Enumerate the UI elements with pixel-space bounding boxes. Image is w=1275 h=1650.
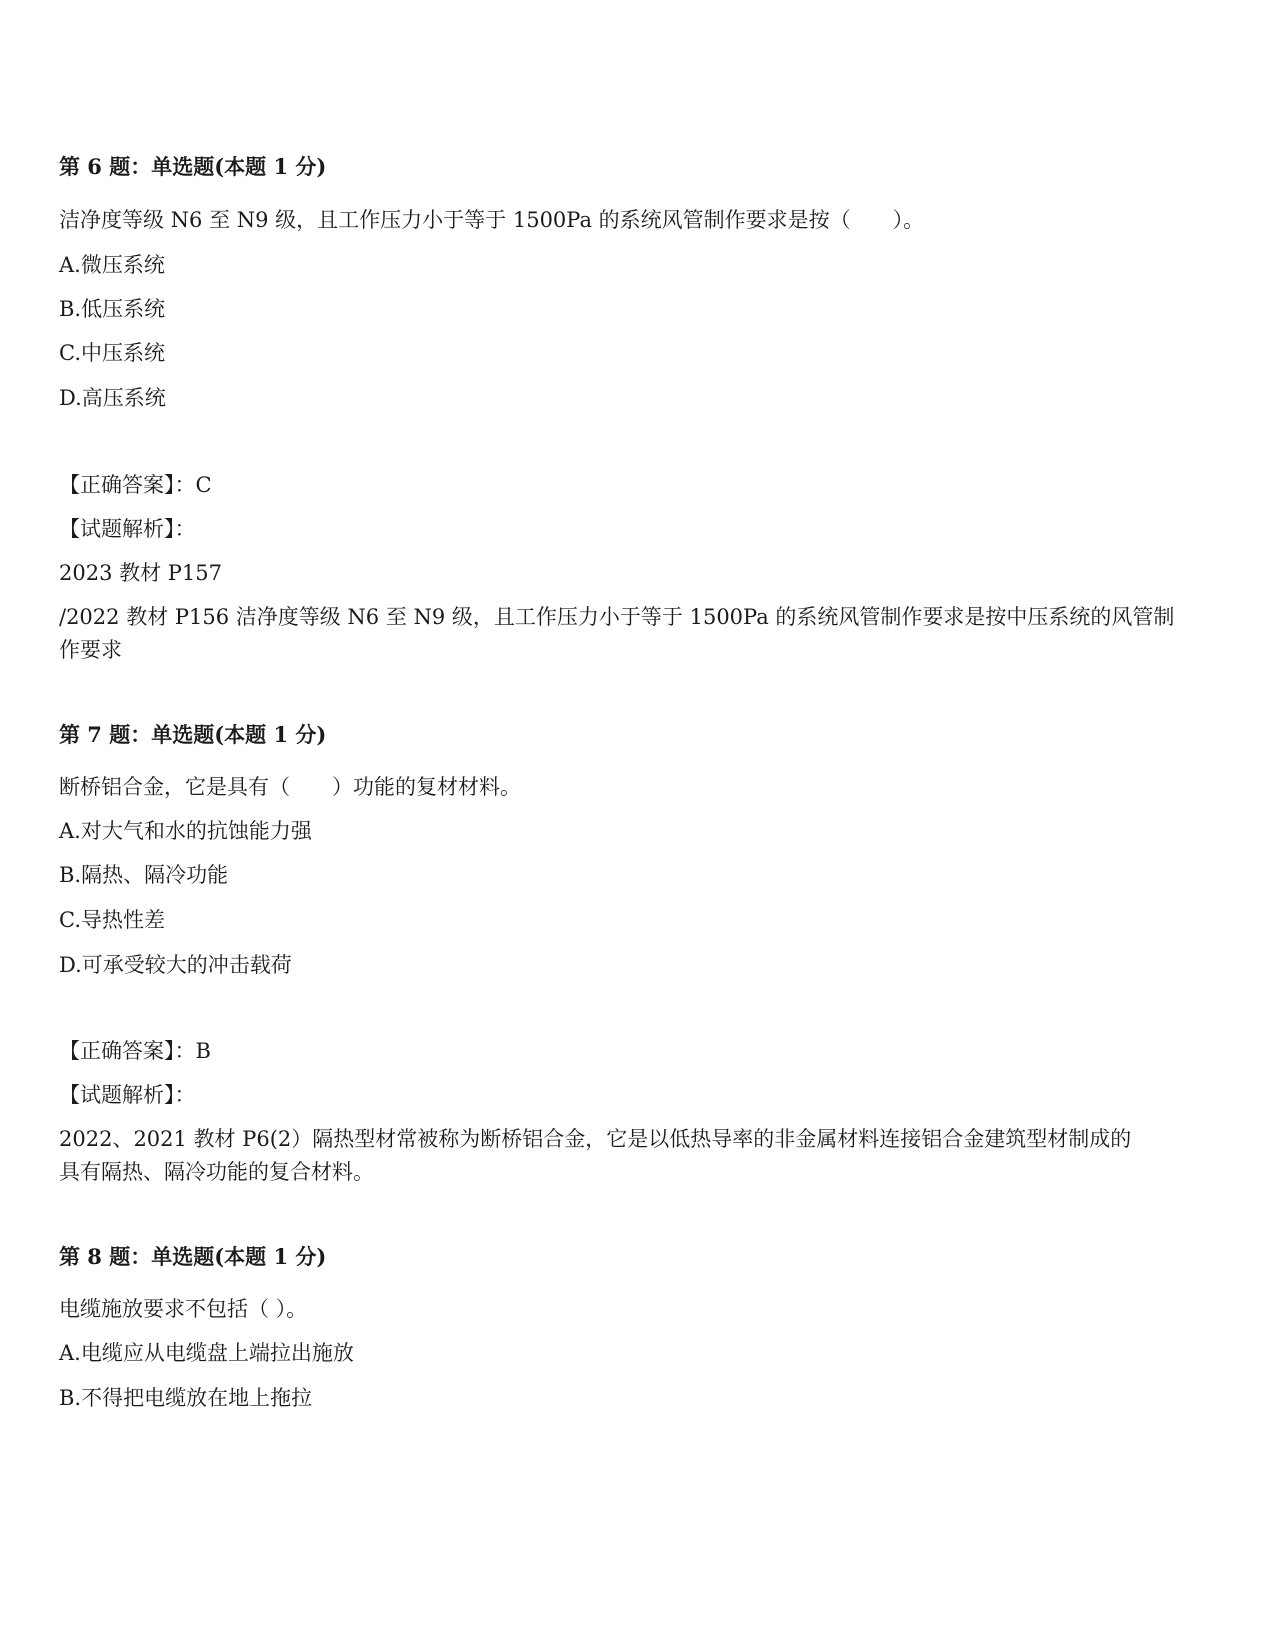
analysis-line: 具有隔热、隔冷功能的复合材料。 [59, 1160, 374, 1184]
question-stem: 洁净度等级 N6 至 N9 级，且工作压力小于等于 1500Pa 的系统风管制作要求是按（ ）。 [59, 208, 925, 232]
analysis-label: 【试题解析】： [59, 517, 196, 541]
option-a: A.对大气和水的抗蚀能力强 [59, 819, 312, 843]
option-d: D.可承受较大的冲击载荷 [59, 953, 292, 977]
option-a: A.微压系统 [59, 253, 165, 277]
question-header: 第 7 题：单选题(本题 1 分) [59, 722, 327, 747]
analysis-line: 2022、2021 教材 P6(2）隔热型材常被称为断桥铝合金，它是以低热导率的非金属材料连接铝合金建筑型材制成的 [59, 1127, 1132, 1151]
option-c: C.中压系统 [59, 341, 165, 365]
question-stem: 断桥铝合金，它是具有（ ）功能的复材材料。 [59, 775, 521, 799]
option-d: D.高压系统 [59, 386, 166, 410]
correct-answer: 【正确答案】：C [59, 473, 212, 497]
question-header: 第 6 题：单选题(本题 1 分) [59, 154, 327, 179]
analysis-label: 【试题解析】： [59, 1083, 196, 1107]
option-a: A.电缆应从电缆盘上端拉出施放 [59, 1341, 354, 1365]
question-header: 第 8 题：单选题(本题 1 分) [59, 1244, 327, 1269]
analysis-line: /2022 教材 P156 洁净度等级 N6 至 N9 级，且工作压力小于等于 1500Pa 的系统风管制作要求是按中压系统的风管制 [59, 605, 1175, 629]
option-c: C.导热性差 [59, 908, 165, 932]
analysis-line: 作要求 [59, 638, 122, 662]
option-b: B.隔热、隔冷功能 [59, 863, 229, 887]
correct-answer: 【正确答案】：B [59, 1039, 211, 1063]
option-b: B.低压系统 [59, 297, 166, 321]
option-b: B.不得把电缆放在地上拖拉 [59, 1386, 313, 1410]
question-stem: 电缆施放要求不包括（ ）。 [59, 1297, 308, 1321]
analysis-line: 2023 教材 P157 [59, 561, 223, 585]
